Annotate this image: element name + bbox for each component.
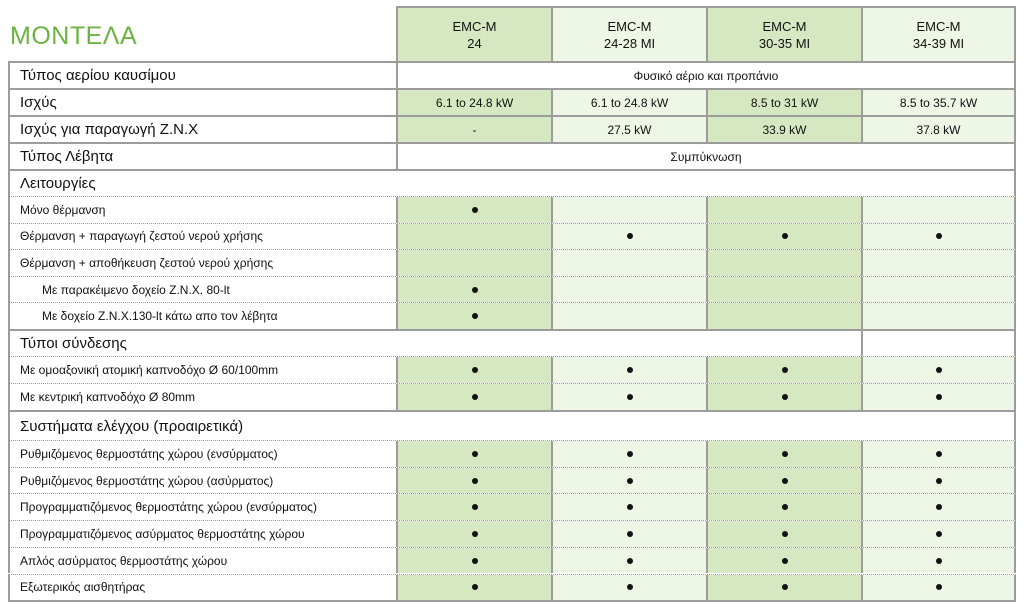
feature-cell xyxy=(551,521,706,547)
feature-cell xyxy=(396,548,551,574)
feature-cell xyxy=(706,250,861,276)
bullet-icon xyxy=(782,558,788,564)
feature-cell xyxy=(706,548,861,574)
feature-cell xyxy=(551,384,706,410)
feature-cell xyxy=(551,575,706,601)
feature-row xyxy=(8,467,1016,494)
feature-cell xyxy=(706,357,861,383)
feature-cell xyxy=(551,197,706,223)
bullet-icon xyxy=(936,478,942,484)
feature-label: Με παρακέιμενο δοχείο Ζ.Ν.Χ. 80-lt xyxy=(8,277,396,303)
model-name: EMC-M xyxy=(452,18,497,34)
model-header xyxy=(861,6,1016,61)
power-value: 8.5 to 35.7 kW xyxy=(861,90,1016,115)
feature-label: Εξωτερικός αισθητήρας xyxy=(8,575,396,601)
model-size: 30-35 MI xyxy=(758,35,811,51)
bullet-icon xyxy=(782,478,788,484)
bullet-icon xyxy=(782,451,788,457)
boiler-type-value: Συμπύκνωση xyxy=(396,144,1016,169)
section-label: Λειτουργίες xyxy=(8,171,396,196)
model-name: EMC-M xyxy=(762,18,807,34)
bullet-icon xyxy=(472,531,478,537)
bullet-icon xyxy=(782,504,788,510)
bullet-icon xyxy=(472,558,478,564)
feature-label: Με δοχείο Ζ.Ν.Χ.130-lt κάτω απο τον λέβητα xyxy=(8,303,396,329)
bullet-icon xyxy=(472,287,478,293)
feature-cell xyxy=(551,250,706,276)
feature-cell xyxy=(861,494,1016,520)
bullet-icon xyxy=(627,233,633,239)
bullet-icon xyxy=(936,558,942,564)
bullet-icon xyxy=(627,478,633,484)
bullet-icon xyxy=(472,394,478,400)
feature-cell xyxy=(396,250,551,276)
bullet-icon xyxy=(627,451,633,457)
feature-cell xyxy=(706,494,861,520)
feature-row xyxy=(8,493,1016,520)
model-size: 24-28 MI xyxy=(603,35,656,51)
feature-cell xyxy=(551,224,706,250)
feature-cell xyxy=(706,575,861,601)
bullet-icon xyxy=(472,584,478,590)
feature-row xyxy=(8,276,1016,303)
model-header xyxy=(706,6,861,61)
dhw-power-value: 27.5 kW xyxy=(551,117,706,142)
feature-row xyxy=(8,356,1016,383)
feature-label: Θέρμανση + παραγωγή ζεστού νερού χρήσης xyxy=(8,224,396,250)
feature-row xyxy=(8,249,1016,276)
feature-cell xyxy=(396,494,551,520)
feature-cell xyxy=(861,224,1016,250)
feature-cell xyxy=(551,277,706,303)
feature-row xyxy=(8,196,1016,223)
feature-label: Προγραμματιζόμενος ασύρματος θερμοστάτης χώρου xyxy=(8,521,396,547)
table-bottom-border xyxy=(8,600,1016,602)
feature-cell xyxy=(861,303,1016,329)
bullet-icon xyxy=(936,394,942,400)
model-name: EMC-M xyxy=(607,18,652,34)
feature-cell xyxy=(396,224,551,250)
row-label: Ισχύς για παραγωγή Ζ.Ν.Χ xyxy=(8,117,396,142)
feature-cell xyxy=(396,303,551,329)
power-value: 6.1 to 24.8 kW xyxy=(396,90,551,115)
model-size: 34-39 MI xyxy=(912,35,965,51)
feature-cell xyxy=(706,384,861,410)
feature-cell xyxy=(551,468,706,494)
feature-cell xyxy=(861,357,1016,383)
bullet-icon xyxy=(782,531,788,537)
bullet-icon xyxy=(627,367,633,373)
feature-cell xyxy=(861,468,1016,494)
feature-row xyxy=(8,574,1016,601)
dhw-power-value: 33.9 kW xyxy=(706,117,861,142)
feature-cell xyxy=(706,224,861,250)
feature-cell xyxy=(396,441,551,467)
bullet-icon xyxy=(936,233,942,239)
section-header-functions xyxy=(8,169,1016,196)
bullet-icon xyxy=(627,394,633,400)
section-header-controls xyxy=(8,410,1016,440)
feature-row xyxy=(8,440,1016,467)
feature-cell xyxy=(706,303,861,329)
feature-label: Ρυθμιζόμενος θερμοστάτης χώρου (ενσύρματος) xyxy=(8,441,396,467)
feature-cell xyxy=(706,468,861,494)
feature-label: Με ομοαξονική ατομική καπνοδόχο Ø 60/100mm xyxy=(8,357,396,383)
bullet-icon xyxy=(782,394,788,400)
bullet-icon xyxy=(627,531,633,537)
bullet-icon xyxy=(627,584,633,590)
feature-cell xyxy=(551,357,706,383)
row-label: Τύπος αερίου καυσίμου xyxy=(8,63,396,88)
feature-cell xyxy=(551,548,706,574)
model-name: EMC-M xyxy=(916,18,961,34)
spec-row-boiler-type xyxy=(8,142,1016,169)
feature-cell xyxy=(551,494,706,520)
feature-cell xyxy=(396,357,551,383)
spec-row-power xyxy=(8,88,1016,115)
feature-cell xyxy=(861,441,1016,467)
feature-cell xyxy=(861,575,1016,601)
bullet-icon xyxy=(627,504,633,510)
feature-cell xyxy=(861,384,1016,410)
feature-cell xyxy=(396,384,551,410)
row-label: Τύπος Λέβητα xyxy=(8,144,396,169)
feature-row xyxy=(8,302,1016,329)
dhw-power-value: - xyxy=(396,117,551,142)
bullet-icon xyxy=(782,233,788,239)
bullet-icon xyxy=(627,558,633,564)
feature-row xyxy=(8,223,1016,250)
bullet-icon xyxy=(936,584,942,590)
bullet-icon xyxy=(936,531,942,537)
power-value: 6.1 to 24.8 kW xyxy=(551,90,706,115)
feature-label: Ρυθμιζόμενος θερμοστάτης χώρου (ασύρματος) xyxy=(8,468,396,494)
bullet-icon xyxy=(782,584,788,590)
feature-label: Θέρμανση + αποθήκευση ζεστού νερού χρήσης xyxy=(8,250,396,276)
feature-cell xyxy=(861,548,1016,574)
bullet-icon xyxy=(472,504,478,510)
feature-row xyxy=(8,547,1016,574)
page-title: ΜΟΝΤΕΛΑ xyxy=(10,22,138,50)
feature-label: Μόνο θέρμανση xyxy=(8,197,396,223)
feature-cell xyxy=(861,277,1016,303)
bullet-icon xyxy=(936,504,942,510)
bullet-icon xyxy=(472,367,478,373)
section-label: Συστήματα ελέγχου (προαιρετικά) xyxy=(8,412,396,440)
spec-row-dhw-power xyxy=(8,115,1016,142)
feature-cell xyxy=(396,277,551,303)
feature-cell xyxy=(706,441,861,467)
feature-cell xyxy=(706,521,861,547)
bullet-icon xyxy=(472,207,478,213)
bullet-icon xyxy=(472,451,478,457)
feature-cell xyxy=(396,468,551,494)
feature-cell xyxy=(706,277,861,303)
feature-label: Απλός ασύρματος θερμοστάτης χώρου xyxy=(8,548,396,574)
section-header-connections xyxy=(8,329,1016,356)
feature-label: Με κεντρική καπνοδόχο Ø 80mm xyxy=(8,384,396,410)
spec-row-fuel xyxy=(8,61,1016,88)
row-label: Ισχύς xyxy=(8,90,396,115)
feature-cell xyxy=(396,575,551,601)
feature-row xyxy=(8,383,1016,410)
bullet-icon xyxy=(936,367,942,373)
feature-label: Προγραμματιζόμενος θερμοστάτης χώρου (ενσύρματος) xyxy=(8,494,396,520)
feature-cell xyxy=(861,197,1016,223)
section-label: Τύποι σύνδεσης xyxy=(8,331,396,356)
bullet-icon xyxy=(472,478,478,484)
feature-cell xyxy=(706,197,861,223)
fuel-value: Φυσικό αέριο και προπάνιο xyxy=(396,63,1016,88)
feature-cell xyxy=(861,250,1016,276)
feature-cell xyxy=(551,303,706,329)
feature-row xyxy=(8,520,1016,547)
feature-cell xyxy=(551,441,706,467)
feature-cell xyxy=(396,521,551,547)
feature-cell xyxy=(861,521,1016,547)
bullet-icon xyxy=(782,367,788,373)
model-header xyxy=(396,6,551,61)
dhw-power-value: 37.8 kW xyxy=(861,117,1016,142)
model-size: 24 xyxy=(467,35,482,51)
model-header xyxy=(551,6,706,61)
bullet-icon xyxy=(472,313,478,319)
power-value: 8.5 to 31 kW xyxy=(706,90,861,115)
bullet-icon xyxy=(936,451,942,457)
feature-cell xyxy=(396,197,551,223)
